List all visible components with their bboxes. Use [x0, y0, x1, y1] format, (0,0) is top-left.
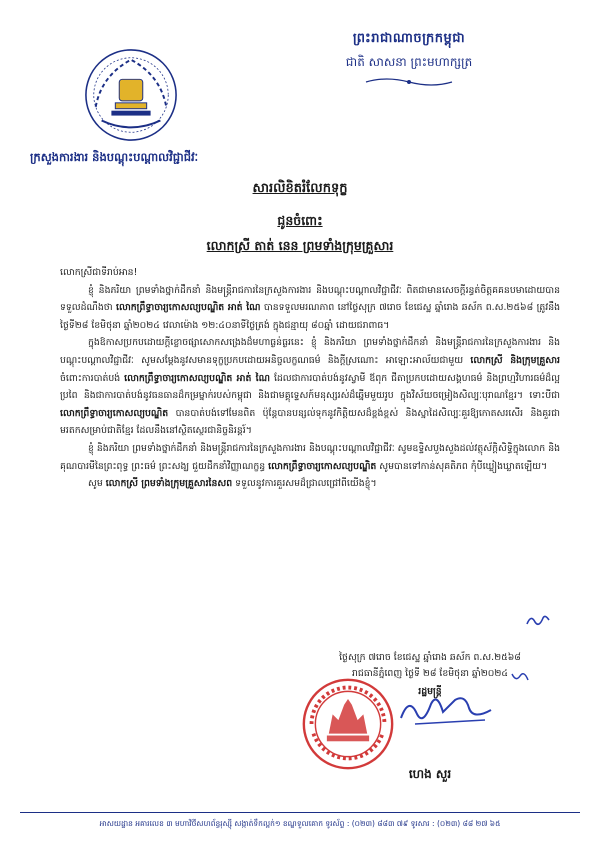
document-title: សារលិខិតរំលែកទុក្ខ [252, 181, 348, 196]
ministry-emblem-icon [82, 46, 180, 144]
paragraph-3-text-b: សូមបានទៅកាន់សុគតិភព កុំបីឃ្លៀងឃ្លាតឡើយ។ [376, 460, 548, 472]
signatory-name: ហេង សួរ [408, 767, 452, 781]
paragraph-4-text-a: សូម [88, 478, 106, 490]
paragraph-1-text-a: ខ្ញុំ និងភរិយា ព្រមទាំងថ្នាក់ដឹកនាំ និងមន្ត្រីរាជការនៃក្រសួងការងារ និងបណ្តុះបណ្តាលវិជ្ជាជីវៈ ពិតជាមានសេចក្តីរន្ធត់ចិត្តគគនបមាដោយបានទទួលដំណឹងថា [60, 284, 560, 314]
deceased-name: លោកព្រឹទ្ធាចារ្យកោសល្យបណ្ឌិត អាត់ ណៃ [116, 302, 261, 314]
paragraph-2-text-b: ចំពោះការបាត់បង់ [60, 372, 125, 384]
national-motto: ជាតិ សាសនា ព្រះមហាក្សត្រ [345, 55, 473, 69]
paragraph-3 [60, 440, 560, 475]
paragraph-2-text-c: ដែលជាការបាត់បង់នូវស្វាមី ឪពុក ជីតាប្រកបដោយសង្គហធម៌ និងព្រហ្មវិហារធម៌ដ៏ល្អប្រពៃ និងជាការបាត់បង់នូវធនធានដ៏កម្រម្នាក់របស់កម្ពុជា និងជាមគ្គុទ្ទេសក៍មនុស្សរស់ដ៏ឆ្នើមមួយរូប ក្នុងវិស័យចម្រៀងសិល្បៈបុរាណខ្មែរ។ ទោះបីជា [60, 372, 561, 402]
signatory-role: រដ្ឋមន្ត្រី [418, 686, 442, 697]
addressee-label: ជូនចំពោះ [277, 213, 323, 228]
footer-address: អាសយដ្ឋាន អគារលេខ ៣ មហាវិថីសហព័ន្ធរុស្ស៊ី សង្កាត់ទឹកល្អក់១ ខណ្ឌទួលគោក ទូរស័ព្ទ : (០២៣) ៨៨៣ ៧៩ ទូរសារ : (០២៣) ៨៨ ២៧ ៦៥ [20, 812, 580, 830]
deceased-title: លោកព្រឹទ្ធាចារ្យកោសល្យបណ្ឌិត [60, 407, 169, 419]
handwritten-signature-icon [395, 690, 495, 730]
official-seal-icon [300, 676, 396, 772]
kingdom-name: ព្រះរាជាណាចក្រកម្ពុជា [352, 31, 466, 46]
deceased-name: លោកព្រឹទ្ធាចារ្យកោសល្យបណ្ឌិត អាត់ ណៃ [124, 372, 270, 384]
recipient-name: លោកស្រី តាត់ នេន ព្រមទាំងក្រុមគ្រួសារ [206, 238, 394, 253]
initial-mark-icon [525, 612, 551, 630]
deceased-title: លោកព្រឹទ្ធាចារ្យកោសល្យបណ្ឌិត [268, 460, 377, 472]
date-lunar: ថ្ងៃសុក្រ ៧រោច ខែជេស្ឋ ឆ្នាំរោង ឆស័ក ព.ស.២៥៦៨ [339, 652, 521, 663]
letter-title-block [0, 180, 600, 257]
family-name: លោកស្រី ព្រមទាំងក្រុមគ្រួសារនៃសព [105, 478, 233, 490]
date-solar: រាជធានីភ្នំពេញ ថ្ងៃទី ២៨ ខែមិថុនា ឆ្នាំ២០២៤ [352, 668, 508, 679]
salutation: លោកស្រីជាទីរាប់អាន! [60, 267, 138, 278]
paragraph-2 [60, 334, 560, 440]
paragraph-1-text-b: បានទទួលមរណភាព នៅថ្ងៃសុក្រ ៧រោច ខែជេស្ឋ ឆ្នាំរោង ឆស័ក ព.ស.២៥៦៨ ត្រូវនឹងថ្ងៃទី២៨ ខែមិថុនា ឆ្នាំ២០២៤ វេលាម៉ោង ១២:៤០នាទីថ្ងៃត្រង់ ក្នុងជន្មាយុ ៨០ឆ្នាំ ដោយជរាពាធ។ [60, 302, 560, 331]
paragraph-4 [60, 475, 560, 493]
kingdom-header [314, 30, 504, 88]
paragraph-4-text-b: ទទួលនូវការគួរសមដ៏ជ្រាលជ្រៅពីយើងខ្ញុំ។ [232, 478, 377, 490]
ministry-name: ក្រសួងការងារ និងបណ្តុះបណ្តាលវិជ្ជាជីវៈ [30, 150, 199, 164]
family-name: លោកស្រី និងក្រុមគ្រួសារ [470, 354, 560, 366]
paragraph-3-text-a: ខ្ញុំ និងភរិយា ព្រមទាំងថ្នាក់ដឹកនាំ និងមន្ត្រីរាជការនៃក្រសួងការងារ និងបណ្តុះបណ្តាលវិជ្ជាជីវៈ សូមឧទ្ទិសបួងសួងដល់វត្ថុស័ក្តិសិទ្ធិក្នុងលោក និងគុណបារមីនៃព្រះពុទ្ធ ព្រះធម៌ ព្រះសង្ឃ ជួយដឹកនាំវិញ្ញាណក្ខន្ធ [60, 442, 560, 472]
paragraph-2-text-a: ក្នុងឱកាសប្រកបដោយក្តីខ្លោចផ្សាសោកសង្រេងដ៏មហាធ្ងន់ធ្ងរនេះ ខ្ញុំ និងភរិយា ព្រមទាំងថ្នាក់ដឹកនាំ និងមន្ត្រីរាជការនៃក្រសួងការងារ និងបណ្តុះបណ្តាលវិជ្ជាជីវៈ សូមសម្តែងនូវសមានទុក្ខប្រកបដោយអនិច្ចលក្ខណធម៌ និងក្តីស្រណោះ អាឡោះអាល័យជាមួយ [60, 337, 560, 366]
ornament-divider-icon [364, 76, 454, 88]
letter-body [60, 264, 560, 493]
paragraph-2-text-d: បានបាត់បង់ទៅមែនពិត ប៉ុន្តែបានបន្សល់ទុកនូវកិត្តិយសដ៏ខ្ពង់ខ្ពស់ និងស្នាដៃសិល្បៈគួរឱ្យកោតសរសើរ និងគួរជាមរតកសម្រាប់ជាតិខ្មែរ ដែលនឹងនៅស្ថិតស្ថេរជានិច្ចនិរន្តរ៍។ [60, 407, 560, 437]
paragraph-1 [60, 282, 560, 335]
